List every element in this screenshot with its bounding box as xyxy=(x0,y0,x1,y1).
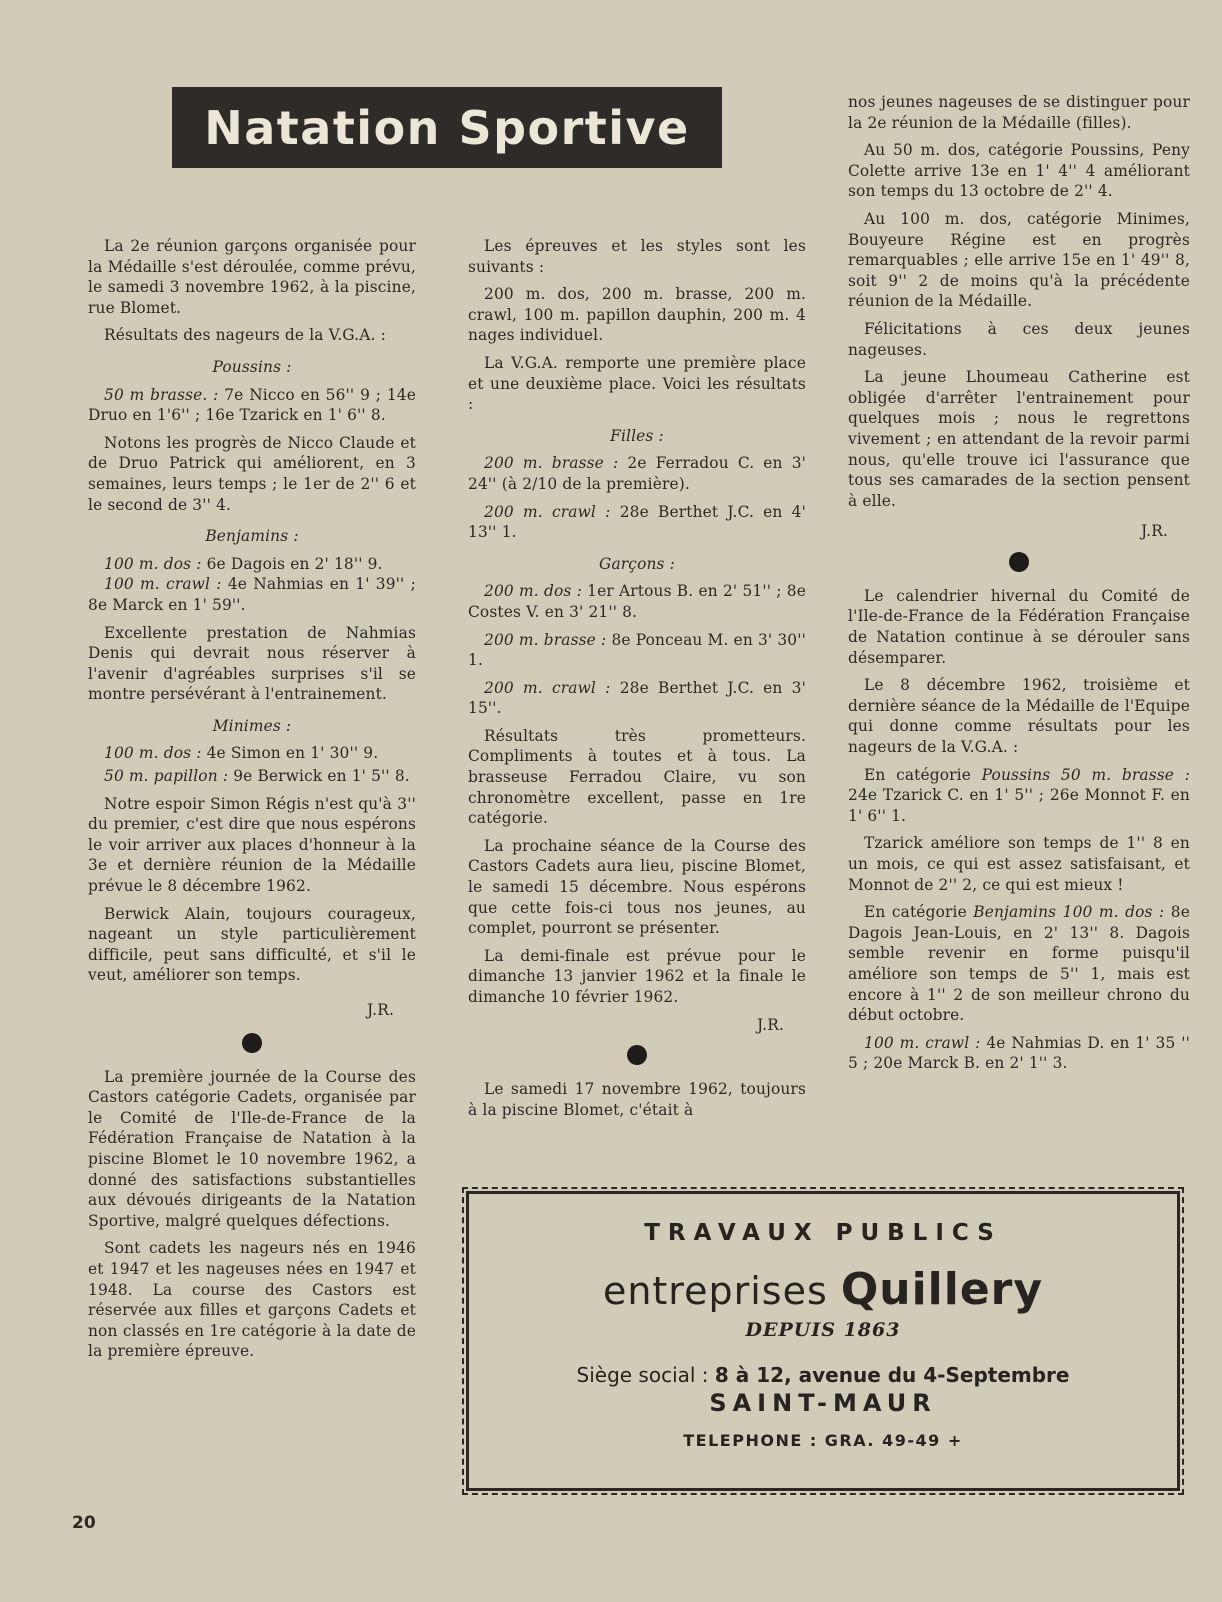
paragraph: Le calendrier hivernal du Comité de l'Ile-de-France de la Fédération Française de Natation continue à se dérouler sans désemparer. xyxy=(848,586,1190,667)
advertisement-box xyxy=(466,1191,1180,1491)
category-heading: Garçons : xyxy=(599,554,675,573)
event-label: 50 m brasse. : xyxy=(104,385,219,404)
ad-headline: TRAVAUX PUBLICS xyxy=(644,1220,1002,1246)
result-line xyxy=(468,453,806,494)
category-heading: Minimes : xyxy=(212,716,292,735)
event-label: 100 m. crawl : xyxy=(864,1033,981,1052)
result-line xyxy=(468,678,806,719)
result-line xyxy=(468,581,806,622)
result-line xyxy=(848,1033,1190,1074)
event-label: 100 m. crawl : xyxy=(104,575,222,594)
ad-company xyxy=(469,1264,1177,1315)
result-text: 7e Nicco en 56'' 9 ; 14e Druo en 1'6'' ; 16e Tzarick en 1' 6'' 8. xyxy=(88,385,417,425)
result-line xyxy=(88,743,416,764)
paragraph: Au 50 m. dos, catégorie Poussins, Peny Colette arrive 13e en 1' 4'' 4 améliorant son temps du 13 octobre de 2'' 4. xyxy=(848,141,1190,201)
article-column-2 xyxy=(468,236,806,1127)
paragraph: nos jeunes nageuses de se distinguer pour la 2e réunion de la Médaille (filles). xyxy=(848,93,1190,132)
paragraph: Sont cadets les nageurs nés en 1946 et 1947 et les nageuses nées en 1947 et 1948. La course des Castors est réservée aux filles et garçons Cadets et non classés en 1re catégorie à la date de la première épreuve. xyxy=(88,1239,416,1361)
bullet-separator-icon xyxy=(242,1033,262,1053)
page-number: 20 xyxy=(72,1513,96,1533)
result-line xyxy=(848,765,1190,827)
paragraph: Le 8 décembre 1962, troisième et dernière séance de la Médaille de l'Equipe qui donne comme résultats pour les nageurs de la V.G.A. : xyxy=(848,676,1190,757)
result-text: 1er Artous B. en 2' 51'' ; 8e Costes V. en 3' 21'' 8. xyxy=(468,582,807,621)
result-line xyxy=(468,502,806,543)
paragraph: 200 m. dos, 200 m. brasse, 200 m. crawl, 100 m. papillon dauphin, 200 m. 4 nages individuel. xyxy=(468,285,806,345)
event-label: 100 m. dos : xyxy=(104,554,202,573)
text-fragment: En catégorie xyxy=(864,765,972,784)
ad-brand: Quillery xyxy=(840,1264,1044,1315)
result-line xyxy=(468,630,806,671)
article-column-3 xyxy=(848,92,1190,1081)
paragraph: Notre espoir Simon Régis n'est qu'à 3'' du premier, c'est dire que nous espérons le voir arriver aux places d'honneur à la 3e et dernière réunion de la Médaille prévue le 8 décembre 1962. xyxy=(88,794,416,896)
section-title-banner xyxy=(172,87,722,168)
event-label: 200 m. crawl : xyxy=(484,678,611,697)
paragraph: Berwick Alain, toujours courageux, nageant un style particulièrement difficile, peut sans difficulté, et s'il le veut, améliorer son temps. xyxy=(88,904,416,985)
result-line xyxy=(88,554,416,575)
author-signature: J.R. xyxy=(367,1001,394,1019)
ad-address-value: 8 à 12, avenue du 4-Septembre xyxy=(714,1363,1070,1387)
result-text: 2e Ferradou C. en 3' 24'' (à 2/10 de la première). xyxy=(468,454,807,493)
paragraph: Les épreuves et les styles sont les suivants : xyxy=(468,237,806,276)
result-text: 8e Dagois Jean-Louis, en 2' 13'' 8. Dagois semble revenir en forme puisqu'il améliore son temps de 5'' 1, mais est encore à 1'' 2 de son meilleur chrono du début octobre. xyxy=(848,903,1190,1025)
paragraph: La 2e réunion garçons organisée pour la Médaille s'est déroulée, comme prévu, le samedi 3 novembre 1962, à la piscine, rue Blomet. xyxy=(88,237,416,317)
category-heading: Benjamins : xyxy=(205,527,299,546)
event-label: 100 m. dos : xyxy=(104,744,202,763)
paragraph: La demi-finale est prévue pour le dimanche 13 janvier 1962 et la finale le dimanche 10 février 1962. xyxy=(468,946,806,1006)
event-label: Poussins 50 m. brasse : xyxy=(981,765,1191,784)
paragraph: Excellente prestation de Nahmias Denis qui devrait nous réserver à l'avenir d'agréables surprises s'il se montre persévérant à l'entrainement. xyxy=(88,623,416,704)
ad-address xyxy=(469,1363,1177,1387)
ad-address-label: Siège social : xyxy=(576,1363,709,1387)
bullet-separator-icon xyxy=(627,1045,647,1065)
paragraph: Notons les progrès de Nicco Claude et de Druo Patrick qui améliorent, en 3 semaines, leurs temps ; le 1er de 2'' 6 et le second de 3'' 4. xyxy=(88,433,416,514)
paragraph: La prochaine séance de la Course des Castors Cadets aura lieu, piscine Blomet, le samedi 15 décembre. Nous espérons que cette fois-ci tous nos jeunes, au complet, pourront se présenter. xyxy=(468,836,806,938)
article-column-1 xyxy=(88,236,416,1369)
category-heading: Filles : xyxy=(610,426,664,445)
event-label: 200 m. dos : xyxy=(484,582,582,601)
result-text: 4e Simon en 1' 30'' 9. xyxy=(206,744,379,763)
author-signature: J.R. xyxy=(1141,522,1168,541)
paragraph: La première journée de la Course des Castors catégorie Cadets, organisée par le Comité de l'Ile-de-France de la Fédération Française de Natation à la piscine Blomet le 10 novembre 1962, a donné des satisfactions substantielles aux dévoués dirigeants de la Natation Sportive, malgré quelques défections. xyxy=(88,1067,416,1230)
result-text: 4e Nahmias en 1' 39'' ; 8e Marck en 1' 59''. xyxy=(88,575,417,614)
paragraph: Le samedi 17 novembre 1962, toujours à la piscine Blomet, c'était à xyxy=(468,1080,806,1119)
result-text: 8e Ponceau M. en 3' 30'' 1. xyxy=(468,630,807,670)
ad-city: SAINT-MAUR xyxy=(709,1389,937,1417)
event-label: 50 m. papillon : xyxy=(104,767,229,786)
result-text: 6e Dagois en 2' 18'' 9. xyxy=(206,554,383,573)
result-text: 24e Tzarick C. en 1' 5'' ; 26e Monnot F. en 1' 6'' 1. xyxy=(848,786,1190,825)
author-signature: J.R. xyxy=(757,1015,784,1034)
event-label: Benjamins 100 m. dos : xyxy=(973,903,1165,922)
result-text: 28e Berthet J.C. en 4' 13'' 1. xyxy=(468,502,806,542)
event-label: 200 m. brasse : xyxy=(484,454,619,473)
event-label: 200 m. crawl : xyxy=(484,502,611,521)
result-text: 28e Berthet J.C. en 3' 15''. xyxy=(468,678,806,718)
result-text: 4e Nahmias D. en 1' 35 '' 5 ; 20e Marck B. en 2' 1'' 3. xyxy=(848,1033,1191,1073)
ad-telephone: TELEPHONE : GRA. 49-49 + xyxy=(683,1431,963,1450)
result-line xyxy=(88,385,416,426)
result-line xyxy=(848,902,1190,1026)
ad-since: DEPUIS 1863 xyxy=(745,1319,901,1341)
paragraph: Au 100 m. dos, catégorie Minimes, Bouyeure Régine est en progrès remarquables ; elle arrive 15e en 1' 49'' 8, soit 9'' 2 de moins qu'à la précédente réunion de la Médaille. xyxy=(848,209,1190,311)
result-line xyxy=(88,766,416,787)
paragraph: Résultats très prometteurs. Compliments à toutes et à tous. La brasseuse Ferradou Claire, vu son chronomètre excellent, passe en 1re catégorie. xyxy=(468,726,806,828)
category-heading: Poussins : xyxy=(212,357,292,376)
event-label: 200 m. brasse : xyxy=(484,630,607,649)
section-title: Natation Sportive xyxy=(204,100,690,155)
result-text: 9e Berwick en 1' 5'' 8. xyxy=(233,767,410,786)
paragraph: Résultats des nageurs de la V.G.A. : xyxy=(104,326,386,345)
paragraph: Félicitations à ces deux jeunes nageuses. xyxy=(848,319,1190,359)
text-fragment: En catégorie xyxy=(864,903,967,922)
paragraph: La jeune Lhoumeau Catherine est obligée d'arrêter l'entrainement pour quelques mois ; nous le regrettons vivement ; en attendant de la revoir parmi nous, qu'elle trouve ici l'assurance que tous ses camarades de la section pensent à elle. xyxy=(848,368,1190,510)
ad-company-prefix: entreprises xyxy=(602,1269,828,1313)
bullet-separator-icon xyxy=(1009,552,1029,572)
paragraph: Tzarick améliore son temps de 1'' 8 en un mois, ce qui est assez satisfaisant, et Monnot de 2'' 2, ce qui est mieux ! xyxy=(848,834,1190,894)
result-line xyxy=(88,574,416,615)
paragraph: La V.G.A. remporte une première place et une deuxième place. Voici les résultats : xyxy=(468,353,806,414)
